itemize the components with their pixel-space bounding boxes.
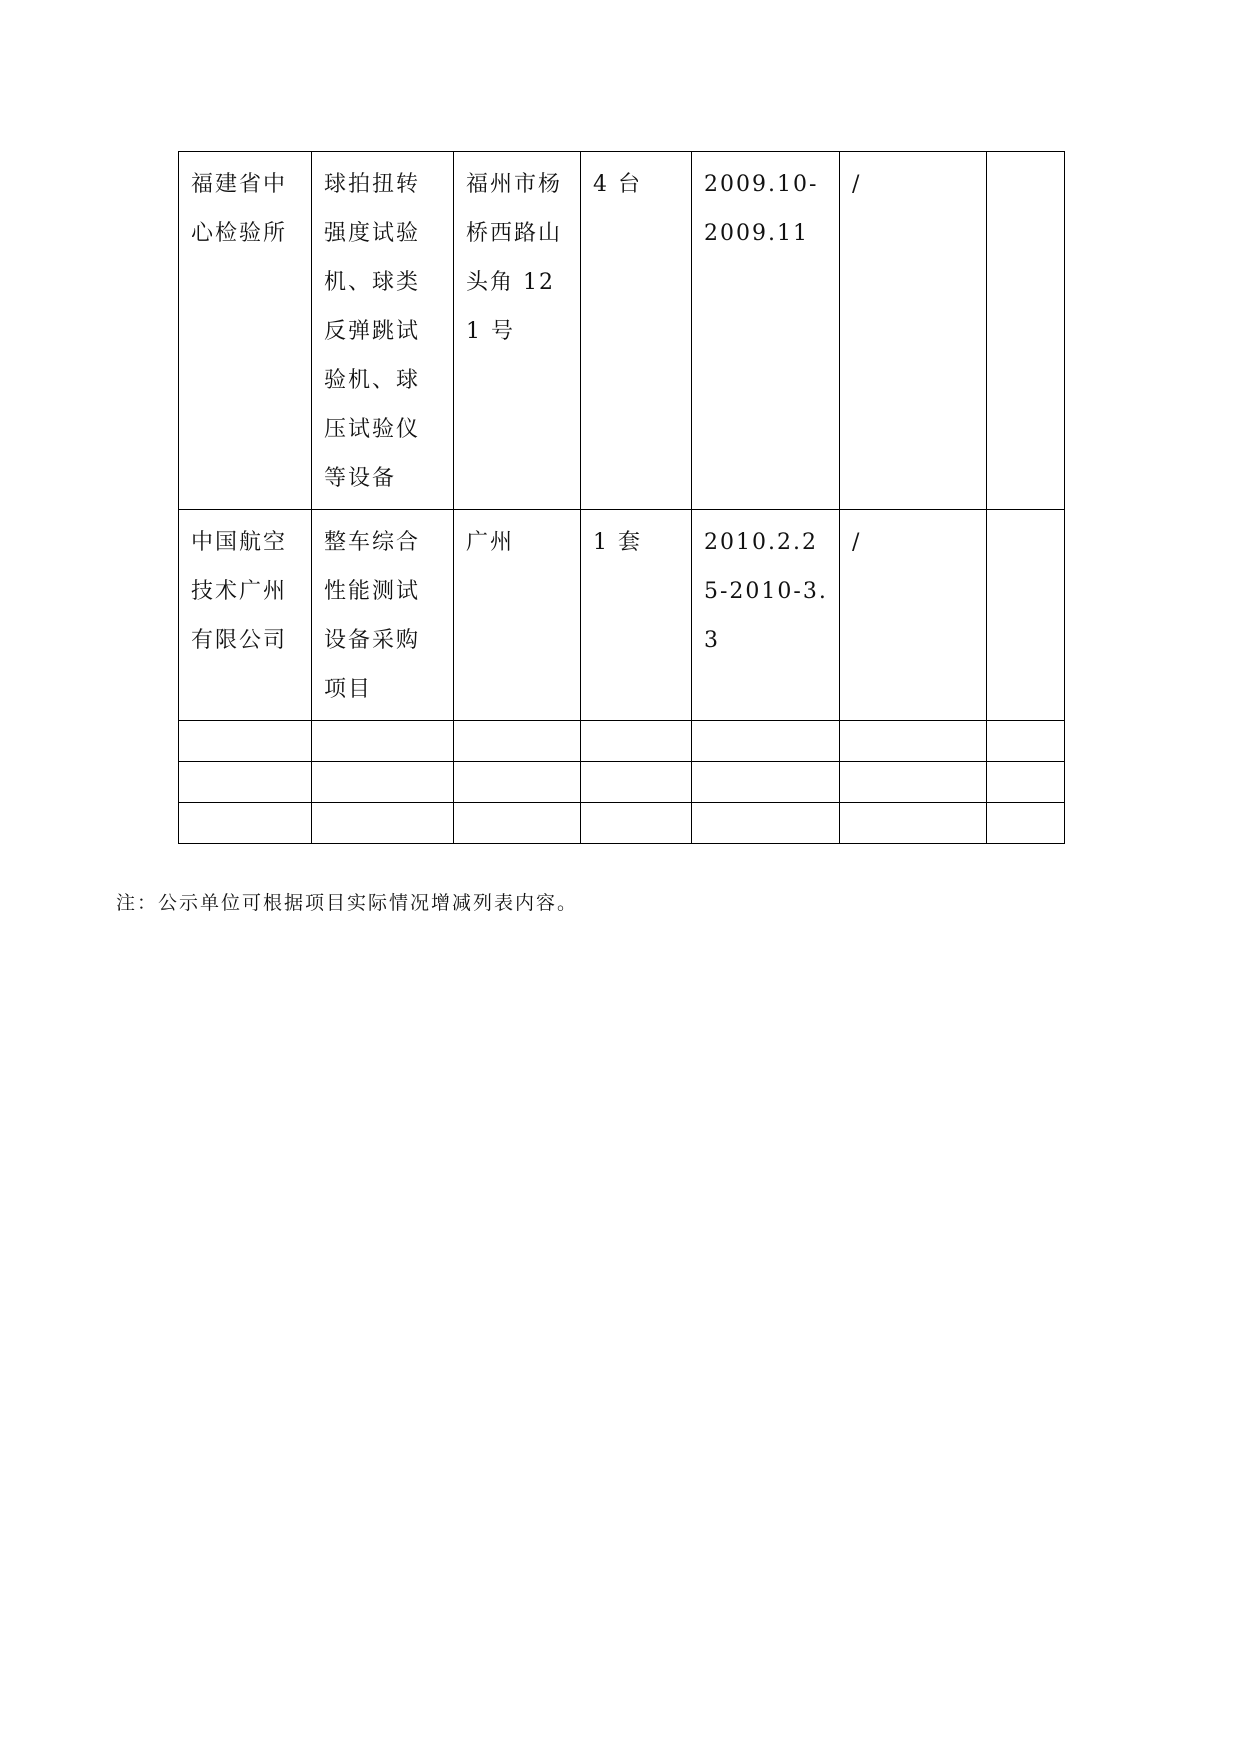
unit-cell: 中国航空技术广州有限公司 <box>179 510 312 721</box>
empty-cell <box>692 803 840 844</box>
period-cell: 2009.10-2009.11 <box>692 152 840 510</box>
empty-cell <box>312 762 454 803</box>
empty-cell <box>454 721 581 762</box>
footnote: 注：公示单位可根据项目实际情况增减列表内容。 <box>116 892 579 914</box>
empty-cell <box>987 762 1065 803</box>
extra-cell <box>987 510 1065 721</box>
table-row <box>179 510 1065 721</box>
empty-cell <box>840 803 987 844</box>
empty-cell <box>581 803 692 844</box>
table-row <box>179 152 1065 510</box>
empty-cell <box>581 721 692 762</box>
empty-cell <box>987 803 1065 844</box>
empty-cell <box>454 762 581 803</box>
empty-cell <box>454 803 581 844</box>
empty-table-row <box>179 803 1065 844</box>
extra-cell <box>987 152 1065 510</box>
period-cell: 2010.2.25-2010-3.3 <box>692 510 840 721</box>
empty-cell <box>692 721 840 762</box>
quantity-cell: 1 套 <box>581 510 692 721</box>
empty-cell <box>840 762 987 803</box>
empty-cell <box>312 803 454 844</box>
project-cell: 整车综合性能测试设备采购项目 <box>312 510 454 721</box>
empty-cell <box>692 762 840 803</box>
remark-cell: / <box>840 152 987 510</box>
empty-table-row <box>179 762 1065 803</box>
empty-cell <box>179 762 312 803</box>
remark-cell: / <box>840 510 987 721</box>
unit-cell: 福建省中心检验所 <box>179 152 312 510</box>
empty-cell <box>581 762 692 803</box>
empty-table-row <box>179 721 1065 762</box>
location-cell: 福州市杨桥西路山头角 121 号 <box>454 152 581 510</box>
empty-cell <box>987 721 1065 762</box>
location-cell: 广州 <box>454 510 581 721</box>
empty-cell <box>179 803 312 844</box>
empty-cell <box>179 721 312 762</box>
empty-cell <box>840 721 987 762</box>
project-table <box>178 151 1065 844</box>
empty-cell <box>312 721 454 762</box>
project-cell: 球拍扭转强度试验机、球类反弹跳试验机、球压试验仪等设备 <box>312 152 454 510</box>
quantity-cell: 4 台 <box>581 152 692 510</box>
